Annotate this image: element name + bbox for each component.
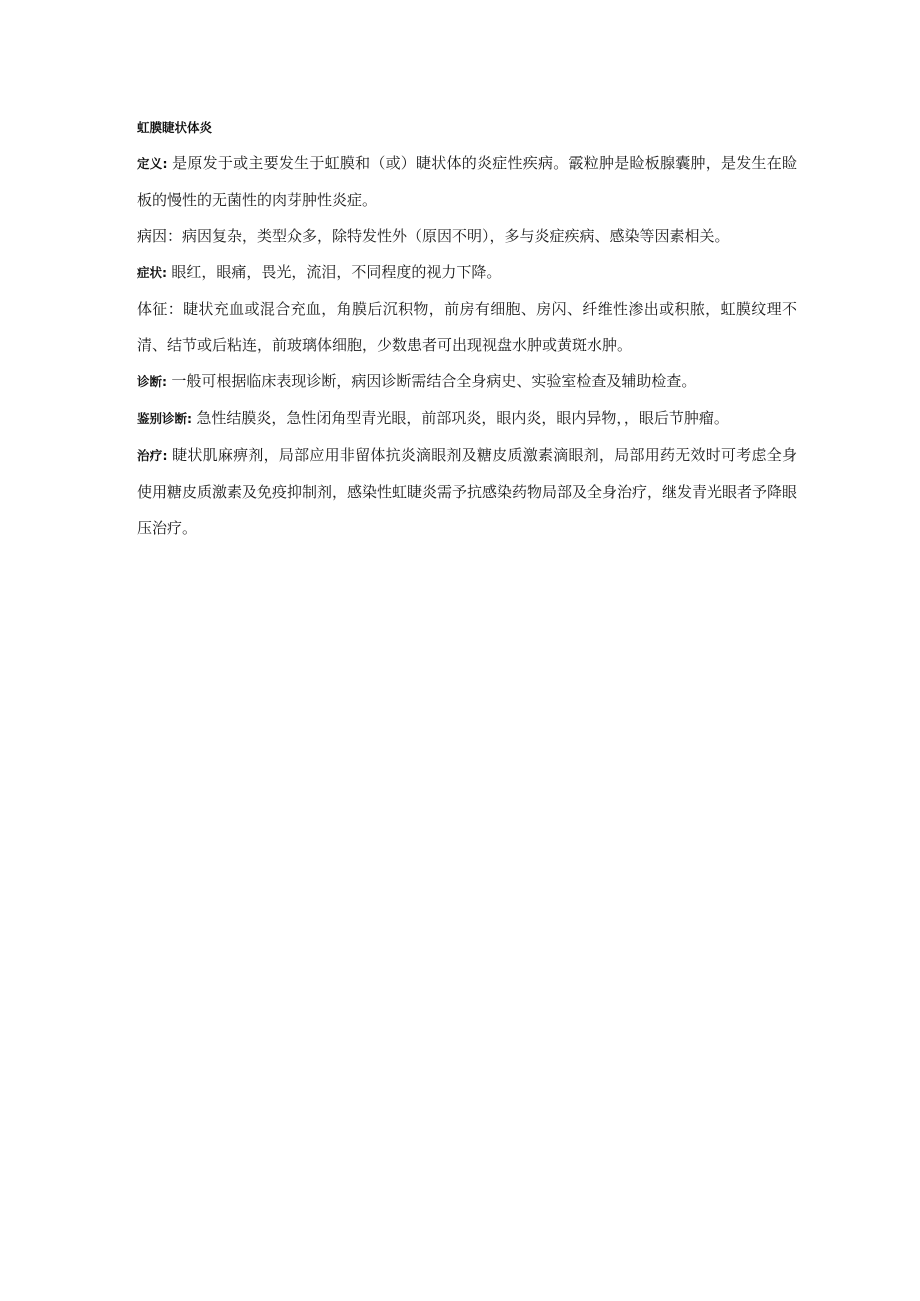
section-label: 治疗 [137, 448, 163, 463]
section-separator: : [162, 374, 172, 389]
section-text: 是原发于或主要发生于虹膜和（或）睫状体的炎症性疾病。霰粒肿是睑板腺囊肿，是发生在睑板的慢性的无菌性的肉芽肿性炎症。 [137, 154, 797, 209]
section-separator: : [162, 448, 173, 463]
section-separator: : [162, 156, 173, 171]
section-separator: ： [167, 300, 184, 318]
section-label: 症状 [137, 265, 163, 280]
section-text: 睫状充血或混合充血，角膜后沉积物，前房有细胞、房闪、纤维性渗出或积脓，虹膜纹理不清、结节或后粘连，前玻璃体细胞，少数患者可出现视盘水肿或黄斑水肿。 [137, 300, 797, 354]
section-signs [137, 291, 797, 363]
section-separator: : [162, 265, 172, 280]
section-label: 病因 [137, 227, 168, 245]
section-definition [137, 145, 797, 218]
section-label: 体征 [137, 300, 168, 318]
section-separator: ： [167, 227, 183, 245]
section-label: 定义 [137, 156, 163, 171]
section-text: 睫状肌麻痹剂，局部应用非留体抗炎滴眼剂及糖皮质激素滴眼剂，局部用药无效时可考虑全身使用糖皮质激素及免疫抑制剂，感染性虹睫炎需予抗感染药物局部及全身治疗，继发青光眼者予降眼压治疗。 [137, 446, 798, 537]
section-label: 诊断 [137, 374, 163, 389]
section-treatment [137, 437, 797, 546]
document-title: 虹膜睫状体炎 [137, 120, 213, 135]
section-text: 眼红，眼痛，畏光，流泪，不同程度的视力下降。 [171, 263, 502, 281]
section-separator: : [187, 411, 197, 426]
section-text: 病因复杂，类型众多，除特发性外（原因不明），多与炎症疾病、感染等因素相关。 [182, 227, 730, 245]
section-etiology [137, 218, 797, 254]
section-text: 急性结膜炎，急性闭角型青光眼，前部巩炎，眼内炎，眼内异物，，眼后节肿瘤。 [196, 409, 729, 427]
document-page [137, 118, 797, 546]
section-label: 鉴别诊断 [137, 411, 188, 426]
section-diagnosis [137, 363, 797, 400]
section-differential-diagnosis [137, 400, 797, 437]
section-symptoms [137, 254, 797, 291]
section-text: 一般可根据临床表现诊断，病因诊断需结合全身病史、实验室检查及辅助检查。 [171, 372, 697, 390]
